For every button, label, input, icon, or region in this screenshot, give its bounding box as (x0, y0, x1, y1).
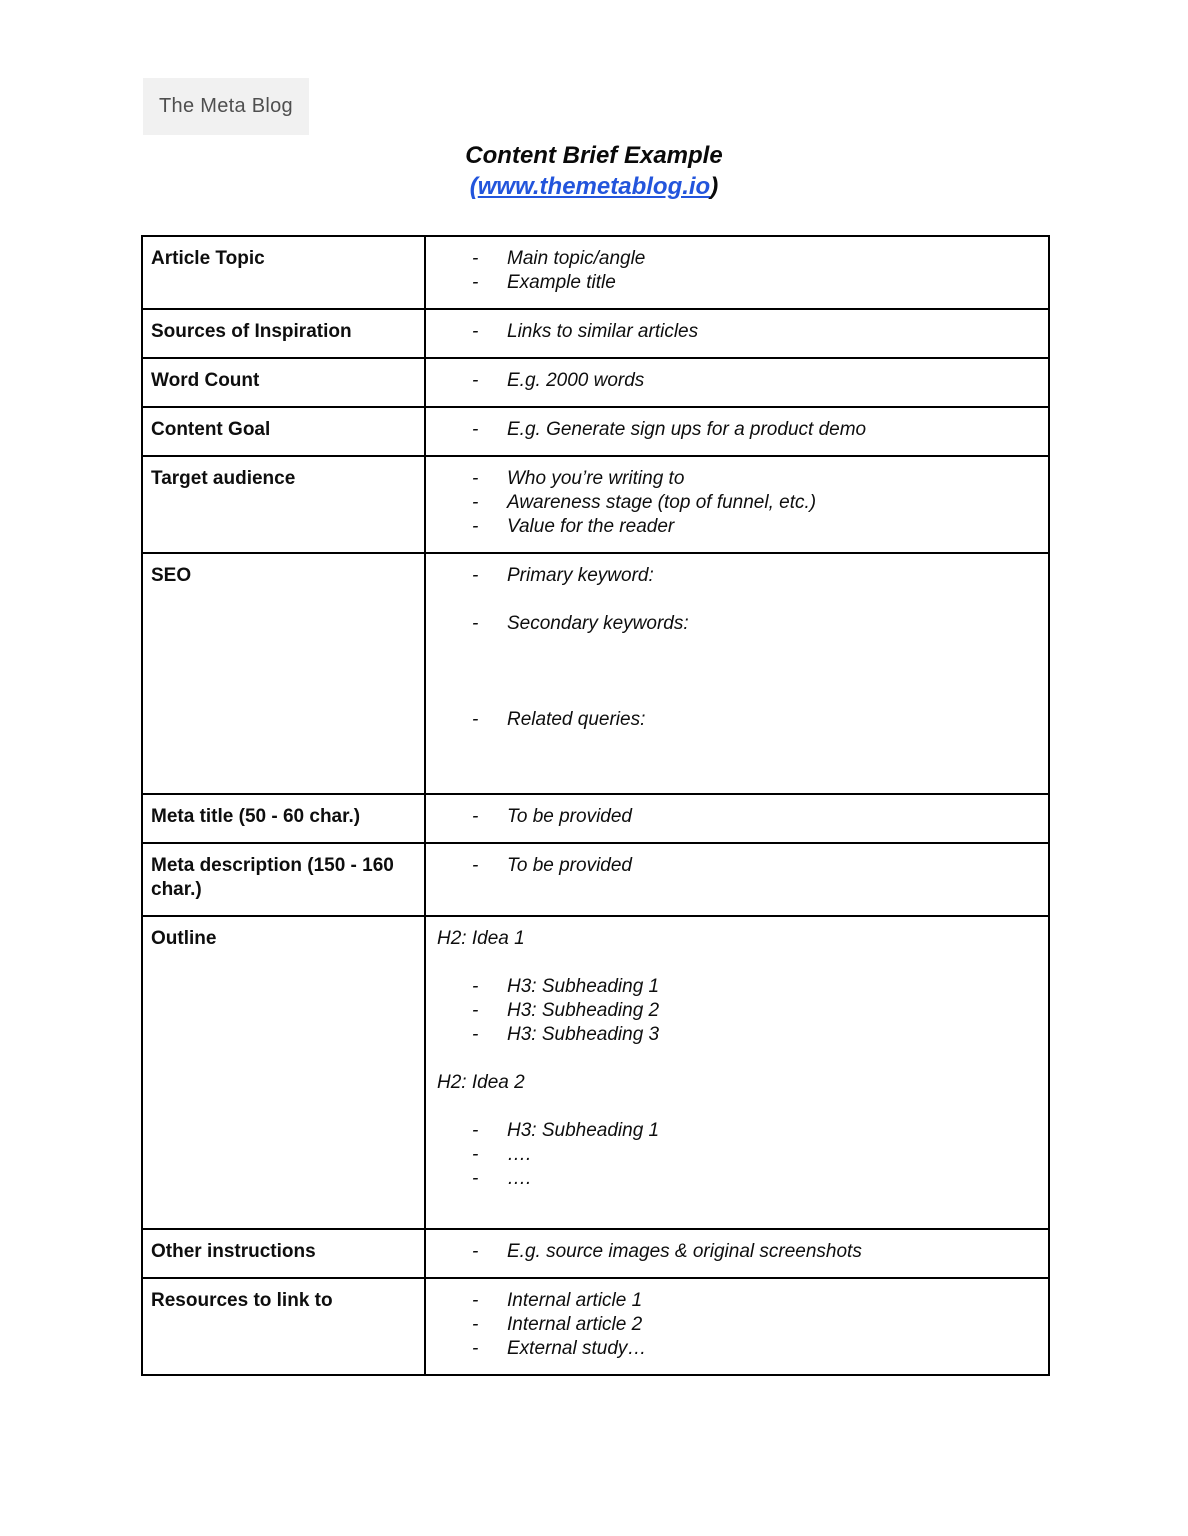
blank-line (437, 1191, 1038, 1215)
item-text: Main topic/angle (507, 248, 646, 269)
row-label-cell (142, 1229, 425, 1278)
row-content-cell (425, 236, 1049, 309)
bullet-item (472, 708, 1038, 732)
row-content-cell (425, 358, 1049, 407)
item-text: E.g. Generate sign ups for a product demo (507, 419, 867, 440)
table-row (142, 794, 1049, 843)
dash-bullet: - (472, 1168, 479, 1189)
item-text: H2: Idea 2 (437, 1072, 525, 1093)
bullet-item (472, 975, 1038, 999)
bullet-item (472, 999, 1038, 1023)
row-content-cell (425, 794, 1049, 843)
row-label: Meta description (150 - 160 char.) (151, 855, 394, 900)
dash-bullet: - (472, 370, 479, 391)
bullet-item (472, 1143, 1038, 1167)
blank-line (437, 951, 1038, 975)
dash-bullet: - (472, 1000, 479, 1021)
item-text: To be provided (507, 855, 633, 876)
table-row (142, 236, 1049, 309)
row-label-cell (142, 916, 425, 1229)
row-label: Outline (151, 928, 217, 949)
item-text: Who you’re writing to (507, 468, 685, 489)
dash-bullet: - (472, 516, 479, 537)
row-label: Resources to link to (151, 1290, 333, 1311)
dash-bullet: - (472, 565, 479, 586)
logo-text: The Meta Blog (159, 95, 293, 117)
item-text: Related queries: (507, 709, 646, 730)
subtitle-line (0, 171, 1188, 202)
table-row (142, 456, 1049, 553)
row-content-cell (425, 1278, 1049, 1375)
bullet-item (472, 1337, 1038, 1361)
row-label: Target audience (151, 468, 296, 489)
dash-bullet: - (472, 248, 479, 269)
bullet-item (472, 854, 1038, 878)
table-row (142, 1229, 1049, 1278)
themetablog-link[interactable]: www.themetablog.io (477, 173, 711, 200)
item-text: H3: Subheading 1 (507, 1120, 660, 1141)
brief-table-body (142, 236, 1049, 1375)
row-label-cell (142, 358, 425, 407)
dash-bullet: - (472, 1144, 479, 1165)
blank-line (437, 636, 1038, 708)
item-text: Value for the reader (507, 516, 675, 537)
dash-bullet: - (472, 321, 479, 342)
bullet-item (472, 612, 1038, 636)
bullet-item (472, 1240, 1038, 1264)
close-paren: ) (710, 173, 719, 200)
dash-bullet: - (472, 855, 479, 876)
dash-bullet: - (472, 806, 479, 827)
bullet-item (472, 1023, 1038, 1047)
bullet-item (472, 418, 1038, 442)
row-label: SEO (151, 565, 192, 586)
bullet-item (472, 320, 1038, 344)
item-text: Primary keyword: (507, 565, 654, 586)
blank-line (437, 588, 1038, 612)
blank-line (437, 1047, 1038, 1071)
item-text: Secondary keywords: (507, 613, 689, 634)
bullet-item (472, 1119, 1038, 1143)
bullet-item (472, 1167, 1038, 1191)
bullet-item (472, 467, 1038, 491)
row-label: Sources of Inspiration (151, 321, 352, 342)
row-label-cell (142, 309, 425, 358)
row-label-cell (142, 236, 425, 309)
document-header (0, 140, 1188, 202)
bullet-item (472, 1313, 1038, 1337)
dash-bullet: - (472, 613, 479, 634)
row-content-cell (425, 456, 1049, 553)
outline-heading (437, 1071, 1038, 1095)
table-row (142, 916, 1049, 1229)
item-text: H2: Idea 1 (437, 928, 525, 949)
dash-bullet: - (472, 419, 479, 440)
bullet-item (472, 271, 1038, 295)
dash-bullet: - (472, 1241, 479, 1262)
bullet-item (472, 564, 1038, 588)
row-content-cell (425, 553, 1049, 794)
dash-bullet: - (472, 709, 479, 730)
item-text: H3: Subheading 1 (507, 976, 660, 997)
dash-bullet: - (472, 1120, 479, 1141)
table-row (142, 1278, 1049, 1375)
dash-bullet: - (472, 976, 479, 997)
row-label: Content Goal (151, 419, 271, 440)
bullet-item (472, 805, 1038, 829)
row-content-cell (425, 916, 1049, 1229)
item-text: …. (507, 1144, 532, 1165)
dash-bullet: - (472, 1290, 479, 1311)
item-text: Links to similar articles (507, 321, 699, 342)
item-text: …. (507, 1168, 532, 1189)
content-brief-table (141, 235, 1050, 1376)
table-row (142, 309, 1049, 358)
row-label-cell (142, 407, 425, 456)
row-label: Other instructions (151, 1241, 316, 1262)
item-text: Example title (507, 272, 616, 293)
outline-heading (437, 927, 1038, 951)
open-paren: ( (469, 173, 478, 200)
dash-bullet: - (472, 1024, 479, 1045)
row-label-cell (142, 1278, 425, 1375)
dash-bullet: - (472, 1314, 479, 1335)
table-row (142, 358, 1049, 407)
blank-line (437, 1095, 1038, 1119)
row-content-cell (425, 407, 1049, 456)
item-text: External study… (507, 1338, 647, 1359)
row-content-cell (425, 309, 1049, 358)
dash-bullet: - (472, 1338, 479, 1359)
row-label-cell (142, 553, 425, 794)
row-label: Meta title (50 - 60 char.) (151, 806, 361, 827)
row-content-cell (425, 843, 1049, 916)
table-row (142, 553, 1049, 794)
item-text: E.g. 2000 words (507, 370, 645, 391)
item-text: H3: Subheading 2 (507, 1000, 660, 1021)
bullet-item (472, 515, 1038, 539)
row-label-cell (142, 456, 425, 553)
bullet-item (472, 247, 1038, 271)
bullet-item (472, 1289, 1038, 1313)
item-text: Internal article 1 (507, 1290, 643, 1311)
dash-bullet: - (472, 468, 479, 489)
item-text: Awareness stage (top of funnel, etc.) (507, 492, 817, 513)
blank-line (437, 732, 1038, 780)
item-text: H3: Subheading 3 (507, 1024, 660, 1045)
item-text: Internal article 2 (507, 1314, 643, 1335)
row-label: Article Topic (151, 248, 265, 269)
meta-blog-logo (143, 78, 309, 135)
bullet-item (472, 369, 1038, 393)
item-text: To be provided (507, 806, 633, 827)
row-label-cell (142, 794, 425, 843)
dash-bullet: - (472, 492, 479, 513)
dash-bullet: - (472, 272, 479, 293)
bullet-item (472, 491, 1038, 515)
table-row (142, 843, 1049, 916)
table-row (142, 407, 1049, 456)
page-title: Content Brief Example (465, 142, 723, 169)
item-text: E.g. source images & original screenshots (507, 1241, 862, 1262)
row-label: Word Count (151, 370, 260, 391)
row-label-cell (142, 843, 425, 916)
row-content-cell (425, 1229, 1049, 1278)
